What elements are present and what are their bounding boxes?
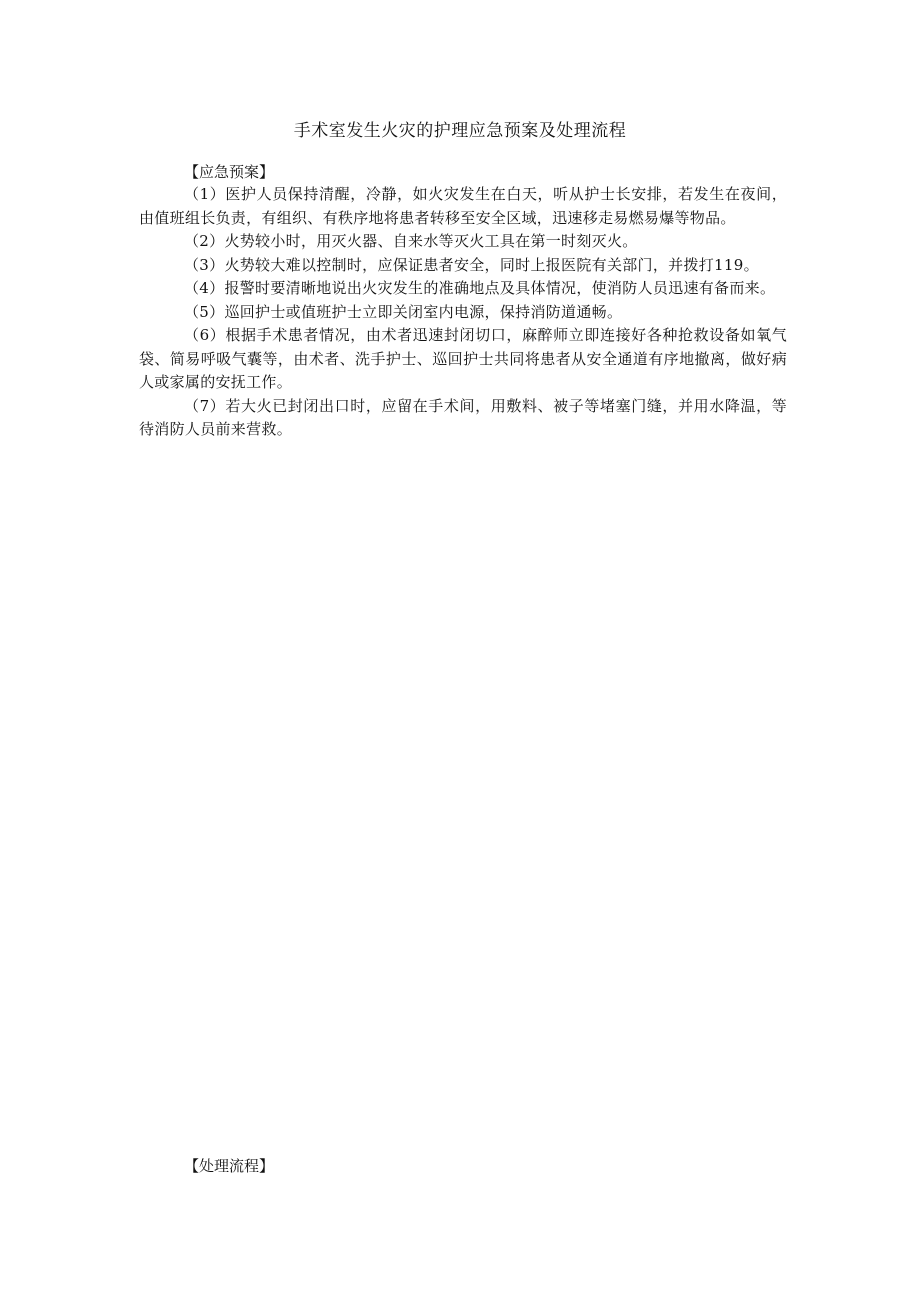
plan-paragraph-3: （3）火势较大难以控制时，应保证患者安全，同时上报医院有关部门，并拨打119。 <box>184 255 759 274</box>
plan-paragraph-4: （4）报警时要清晰地说出火灾发生的准确地点及具体情况，使消防人员迅速有备而来。 <box>184 279 776 297</box>
plan-paragraph-2: （2）火势较小时，用灭火器、自来水等灭火工具在第一时刻灭火。 <box>184 232 638 250</box>
plan-paragraph-7: （7）若大火已封闭出口时，应留在手术间，用敷料、被子等堵塞门缝，并用水降温，等待消防人员前来营救。 <box>139 396 787 438</box>
document-title: 手术室发生火灾的护理应急预案及处理流程 <box>293 121 627 141</box>
plan-paragraph-6: （6）根据手术患者情况，由术者迅速封闭切口，麻醉师立即连接好各种抢救设备如氧气袋、简易呼吸气囊等，由术者、洗手护士、巡回护士共同将患者从安全通道有序地撤离，做好病人或家属的安抚工作。 <box>139 326 787 391</box>
section-heading-process-flow: 【处理流程】 <box>184 1157 275 1175</box>
plan-paragraph-1: （1）医护人员保持清醒，冷静，如火灾发生在白天，听从护士长安排，若发生在夜间，由值班组长负责，有组织、有秩序地将患者转移至安全区域，迅速移走易燃易爆等物品。 <box>139 185 787 227</box>
emergency-plan-body <box>139 183 787 442</box>
plan-paragraph-5: （5）巡回护士或值班护士立即关闭室内电源，保持消防道通畅。 <box>184 302 623 321</box>
section-heading-emergency-plan: 【应急预案】 <box>184 163 275 181</box>
